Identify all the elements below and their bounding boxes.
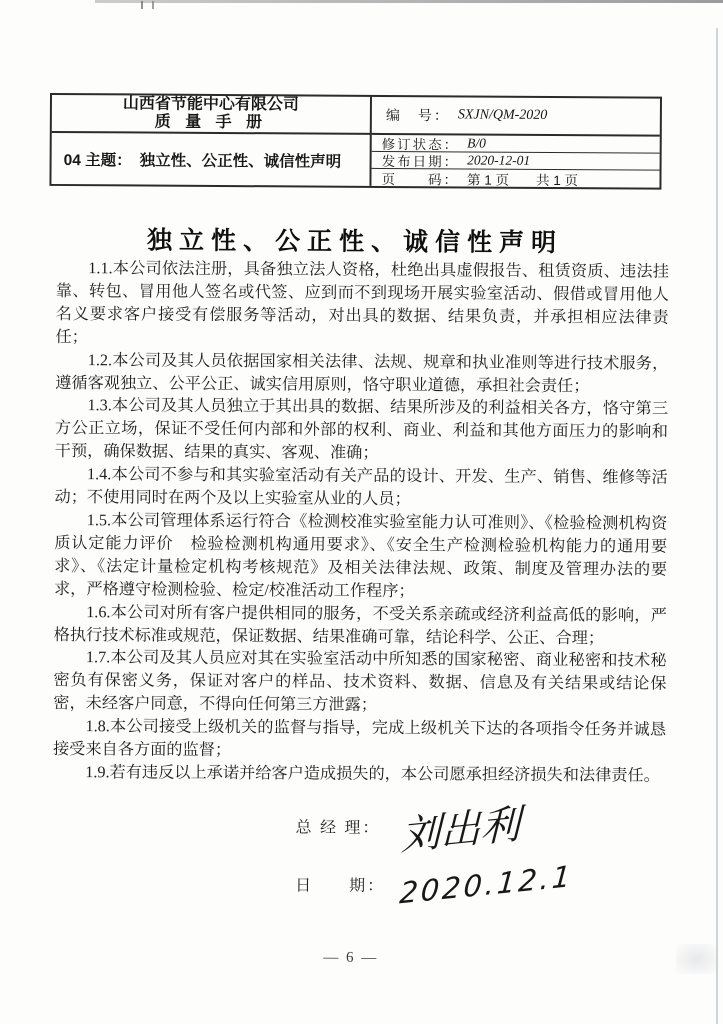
signature-block [295,799,636,909]
revision-value: B/0 [467,135,487,151]
declaration-body [53,257,669,788]
company-name: 山西省节能中心有限公司 [122,95,299,114]
issue-date-value: 2020-12-01 [467,152,531,168]
declaration-paragraph-9: 1.9.若有违反以上承诺并给客户造成损失的，本公司愿承担经济损失和法律责任。 [85,763,660,785]
header-revision-cell [372,135,660,154]
header-page-cell [371,169,659,188]
subject-label: 04 主题： [63,151,132,169]
declaration-paragraph-3: 1.3.本公司及其人员独立于其出具的数据、结果所涉及的利益相关各方，恪守第三方公正立场，保证不受任何内部和外部的权利、商业、利益和其他方面压力的影响和干预，确保数据、结果的真实、客观、准确； [54,396,669,463]
header-company-cell [52,95,372,135]
revision-label: 修订状态： [381,136,460,153]
document-header-table [49,93,662,190]
declaration-paragraph-2: 1.2.本公司及其人员依据国家相关法律、法规、规章和执业准则等进行技术服务，遵循客观独立、公平公正、诚实信用原则，恪守职业道德，承担社会责任； [55,350,669,395]
declaration-paragraph-1: 1.1.本公司依法注册，具备独立法人资格，杜绝出具虚假报告、租赁资质、违法挂靠、转包、冒用他人签名或代签、应到而不到现场开展实验室活动、假借或冒用他人名义要求客户接受有偿服务等活动，对出具的数据、结果负责，并承担相应法律责任； [55,259,669,346]
declaration-paragraph-6: 1.6.本公司对所有客户提供相同的服务，不受关系亲疏或经济利益高低的影响，严格执行技术标准或规范，保证数据、结果准确可靠，结论科学、公正、合理； [53,602,667,647]
declaration-paragraph-5: 1.5.本公司管理体系运行符合《检测校准实验室能力认可准则》、《检验检测机构资质认定能力评价 检验检测机构通用要求》、《安全生产检测检验机构能力的通用要求》、《法定计量检定机构考核规范》及相关法律法规、政策、制度及管理办法的要求，严格遵守检测检验、检定/校准活动工作程序； [53,511,668,600]
manager-signature-row [295,799,635,860]
header-subject-cell [51,133,371,186]
declaration-paragraph-7: 1.7.本公司及其人员应对其在实验室活动中所知悉的国家秘密、商业秘密和技术秘密负有保密义务，保证对客户的样品、技术资料、数据、信息及有关结果或结论保密，未经客户同意，不得向任何第三方泄露； [53,648,667,715]
signature-date-value: 2020.12.1 [398,858,575,911]
declaration-paragraph-4: 1.4.本公司不参与和其实验室活动有关产品的设计、开发、生产、销售、维修等活动；不使用同时在两个及以上实验室从业的人员； [54,465,668,509]
page-number-footer: — 6 — [323,949,379,966]
subject-value: 独立性、公正性、诚信性声明 [139,151,342,171]
document-title: 独立性、公正性、诚信性声明 [147,226,564,258]
doc-number-value: SXJN/QM-2020 [457,107,548,123]
date-signature-row [295,859,635,909]
header-issue-date-cell [372,152,660,171]
header-doc-number-cell [372,97,660,137]
manual-title: 质 量 手 册 [154,113,268,132]
declaration-paragraph-8: 1.8.本公司接受上级机关的监督与指导，完成上级机关下达的各项指令任务并诚恳接受来自各方面的监督； [52,717,667,760]
general-manager-signature: 刘出利 [400,800,521,860]
issue-date-label: 发布日期： [381,153,460,170]
page-label: 页 码： [381,171,460,187]
doc-number-label: 编 号： [385,106,450,124]
general-manager-label: 总 经 理： [295,818,381,837]
page-value: 第 1 页 共 1 页 [466,171,579,188]
signature-date-label: 日 期： [295,876,386,895]
